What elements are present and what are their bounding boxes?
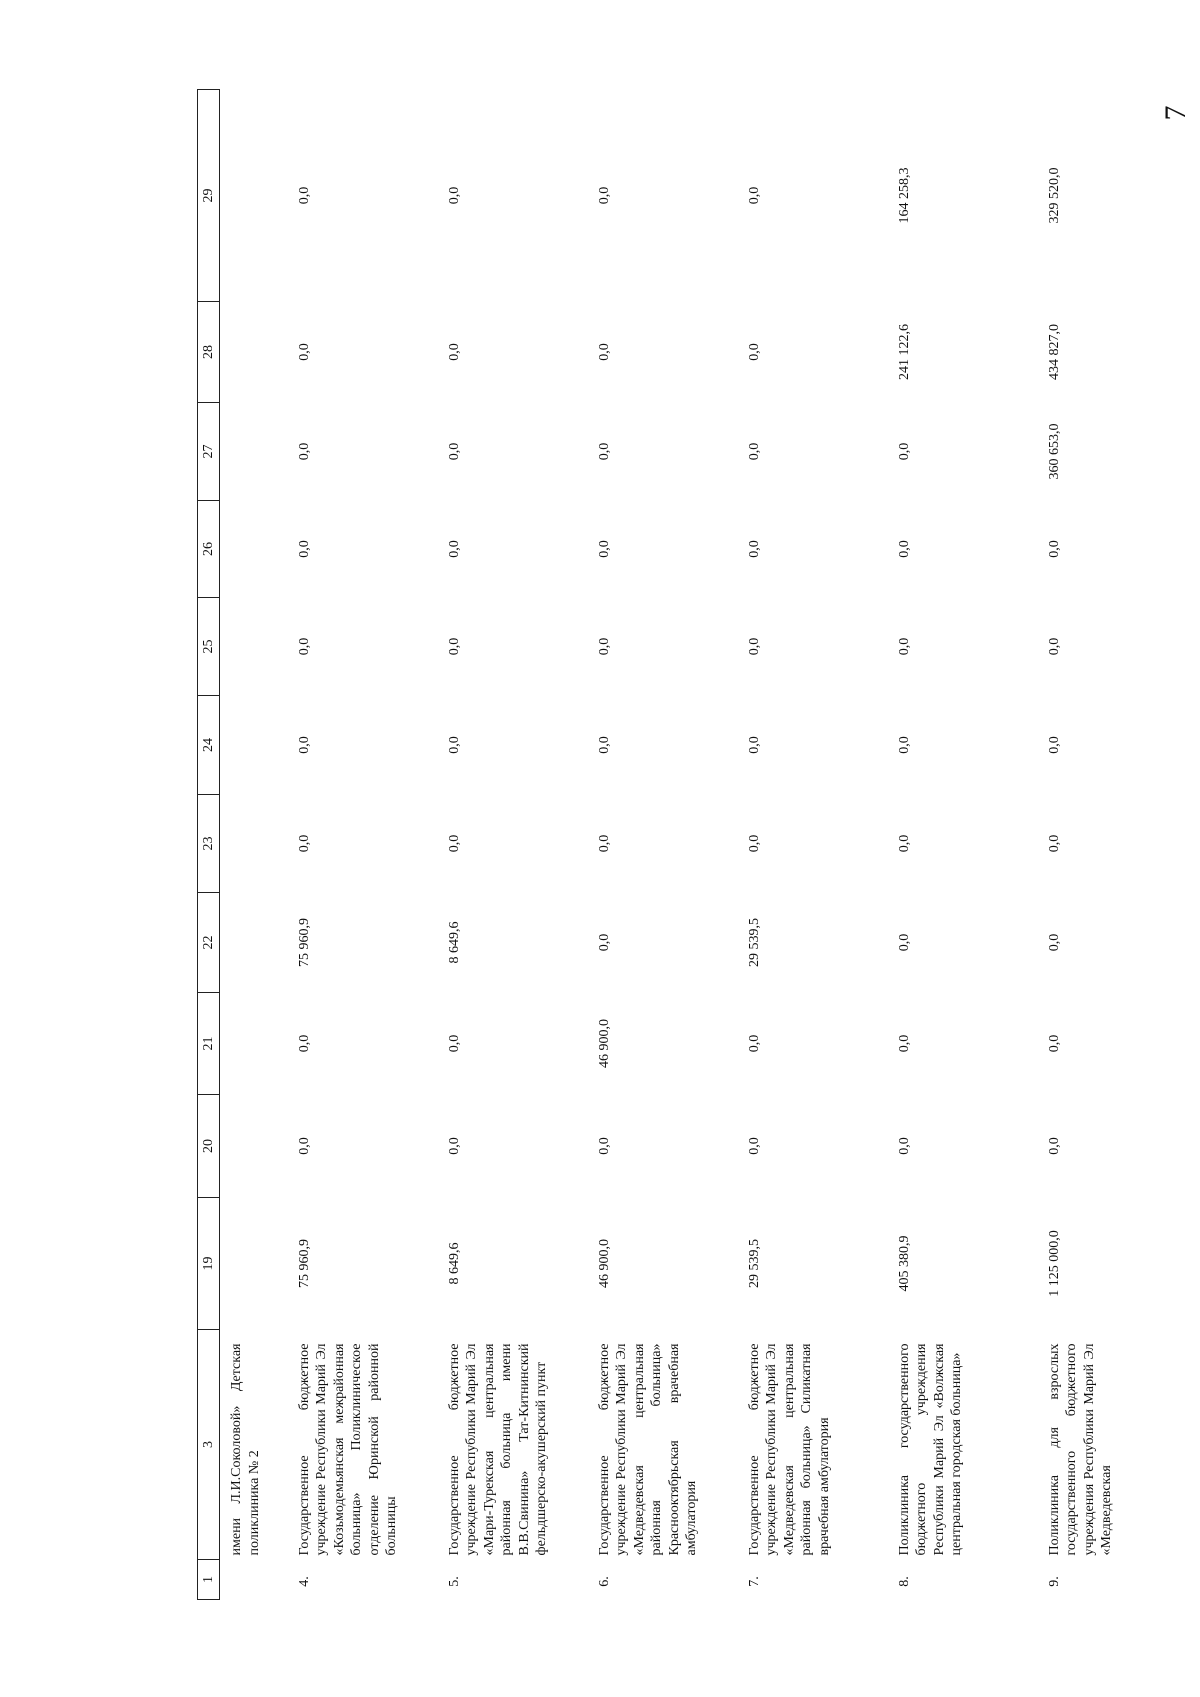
value-cell: 241 122,6 bbox=[896, 324, 912, 380]
row-number: 5. bbox=[446, 1576, 462, 1587]
value-cell: 0,0 bbox=[596, 834, 612, 853]
table-body bbox=[220, 90, 1158, 1600]
institution-name: Государственное бюджетное учреждение Республики Марий Эл «Мари-Турекская центральная районная больница имени В.В.Свинина» Тат-Китнинский фельдшерско-акушерский пункт bbox=[446, 1343, 549, 1556]
table-row bbox=[738, 90, 888, 1600]
value-cell: 0,0 bbox=[896, 442, 912, 461]
institution-name: Государственное бюджетное учреждение Республики Марий Эл «Медведевская центральная районная больница» Силикатная врачебная амбулатория bbox=[746, 1343, 832, 1556]
value-cell: 75 960,9 bbox=[296, 1239, 312, 1288]
value-cell: 329 520,0 bbox=[1046, 167, 1062, 224]
value-cell: 0,0 bbox=[1046, 540, 1062, 558]
rotated-table-container bbox=[197, 90, 1200, 1600]
value-cell: 0,0 bbox=[446, 186, 462, 205]
col-header: 19 bbox=[198, 1198, 220, 1330]
col-header: 28 bbox=[198, 302, 220, 403]
value-cell: 0,0 bbox=[296, 442, 312, 461]
value-cell: 0,0 bbox=[446, 637, 462, 656]
value-cell: 0,0 bbox=[896, 834, 912, 853]
table-row bbox=[220, 90, 288, 1600]
value-cell bbox=[220, 993, 288, 1095]
value-cell: 0,0 bbox=[746, 540, 762, 558]
value-cell: 0,0 bbox=[446, 834, 462, 853]
value-cell bbox=[220, 1095, 288, 1198]
value-cell bbox=[220, 696, 288, 795]
value-cell: 0,0 bbox=[746, 442, 762, 461]
value-cell: 0,0 bbox=[596, 637, 612, 656]
value-cell: 0,0 bbox=[446, 1137, 462, 1155]
value-cell: 0,0 bbox=[1046, 736, 1062, 754]
institution-name: имени Л.И.Соколовой» Детская поликлиника № 2 bbox=[229, 1343, 262, 1556]
institution-name: Государственное бюджетное учреждение Республики Марий Эл «Козьмодемьянская межрайонная больница» Поликлиническое отделение Юринской районной больницы bbox=[296, 1343, 399, 1556]
value-cell bbox=[220, 302, 288, 403]
value-cell: 0,0 bbox=[296, 540, 312, 558]
value-cell: 0,0 bbox=[896, 540, 912, 558]
row-number: 9. bbox=[1046, 1576, 1062, 1587]
col-header: 25 bbox=[198, 598, 220, 696]
value-cell: 75 960,9 bbox=[296, 918, 312, 967]
value-cell bbox=[220, 1198, 288, 1330]
value-cell: 29 539,5 bbox=[746, 918, 762, 967]
value-cell: 0,0 bbox=[896, 1137, 912, 1155]
institution-name: Поликлиника для взрослых государственного бюджетного учреждения Республики Марий Эл «Медведевская bbox=[1046, 1343, 1114, 1556]
col-header: 29 bbox=[198, 90, 220, 302]
value-cell: 0,0 bbox=[446, 540, 462, 558]
institution-name: Поликлиника государственного бюджетного учреждения Республики Марий Эл «Волжская центральная городская больница» bbox=[896, 1343, 964, 1556]
value-cell: 0,0 bbox=[596, 1137, 612, 1155]
value-cell: 0,0 bbox=[596, 933, 612, 952]
value-cell: 0,0 bbox=[746, 1034, 762, 1053]
col-header: 27 bbox=[198, 403, 220, 501]
row-number: 8. bbox=[896, 1576, 912, 1587]
row-number bbox=[220, 1560, 288, 1600]
col-header: 3 bbox=[198, 1330, 220, 1560]
value-cell: 0,0 bbox=[446, 1034, 462, 1053]
col-header: 1 bbox=[198, 1560, 220, 1600]
value-cell: 0,0 bbox=[896, 933, 912, 952]
row-number: 6. bbox=[596, 1576, 612, 1587]
value-cell: 0,0 bbox=[1046, 834, 1062, 853]
value-cell: 8 649,6 bbox=[446, 921, 462, 964]
col-header: 22 bbox=[198, 893, 220, 993]
table-row bbox=[588, 90, 738, 1600]
value-cell: 46 900,0 bbox=[596, 1019, 612, 1068]
value-cell: 0,0 bbox=[746, 736, 762, 754]
col-header: 20 bbox=[198, 1095, 220, 1198]
value-cell: 0,0 bbox=[446, 343, 462, 361]
value-cell: 434 827,0 bbox=[1046, 324, 1062, 380]
value-cell: 0,0 bbox=[296, 1137, 312, 1155]
data-table bbox=[197, 89, 1158, 1600]
table-row bbox=[438, 90, 588, 1600]
value-cell: 0,0 bbox=[746, 343, 762, 361]
value-cell: 0,0 bbox=[1046, 933, 1062, 952]
value-cell: 0,0 bbox=[596, 736, 612, 754]
value-cell: 0,0 bbox=[746, 637, 762, 656]
institution-name: Государственное бюджетное учреждение Республики Марий Эл «Медведевская центральная районная больница» Краснооктябрьская врачебная амбулатория bbox=[596, 1343, 699, 1556]
value-cell: 0,0 bbox=[1046, 1137, 1062, 1155]
value-cell: 0,0 bbox=[446, 736, 462, 754]
value-cell: 0,0 bbox=[296, 637, 312, 656]
value-cell bbox=[220, 403, 288, 501]
value-cell: 0,0 bbox=[746, 1137, 762, 1155]
value-cell: 0,0 bbox=[596, 442, 612, 461]
value-cell bbox=[220, 501, 288, 598]
table-row bbox=[288, 90, 438, 1600]
value-cell: 0,0 bbox=[896, 736, 912, 754]
value-cell bbox=[220, 893, 288, 993]
col-header: 26 bbox=[198, 501, 220, 598]
value-cell: 0,0 bbox=[596, 540, 612, 558]
value-cell bbox=[220, 90, 288, 302]
value-cell: 0,0 bbox=[446, 442, 462, 461]
value-cell: 0,0 bbox=[746, 834, 762, 853]
value-cell: 360 653,0 bbox=[1046, 423, 1062, 480]
value-cell: 0,0 bbox=[596, 343, 612, 361]
col-header: 24 bbox=[198, 696, 220, 795]
value-cell: 0,0 bbox=[296, 1034, 312, 1053]
value-cell: 0,0 bbox=[296, 736, 312, 754]
col-header: 23 bbox=[198, 795, 220, 893]
value-cell: 1 125 000,0 bbox=[1046, 1230, 1062, 1297]
value-cell: 0,0 bbox=[896, 1034, 912, 1053]
value-cell: 8 649,6 bbox=[446, 1242, 462, 1285]
page-number: 7 bbox=[1159, 105, 1192, 121]
value-cell: 0,0 bbox=[596, 186, 612, 205]
row-number: 4. bbox=[296, 1576, 312, 1587]
value-cell: 29 539,5 bbox=[746, 1239, 762, 1288]
value-cell bbox=[220, 598, 288, 696]
value-cell: 405 380,9 bbox=[896, 1235, 912, 1292]
value-cell: 0,0 bbox=[296, 186, 312, 205]
table-row bbox=[1038, 90, 1158, 1600]
value-cell: 0,0 bbox=[746, 186, 762, 205]
value-cell: 0,0 bbox=[1046, 637, 1062, 656]
value-cell: 46 900,0 bbox=[596, 1239, 612, 1288]
col-header: 21 bbox=[198, 993, 220, 1095]
value-cell: 164 258,3 bbox=[896, 167, 912, 224]
row-number: 7. bbox=[746, 1576, 762, 1587]
value-cell: 0,0 bbox=[296, 343, 312, 361]
value-cell: 0,0 bbox=[896, 637, 912, 656]
column-number-row bbox=[198, 90, 220, 1600]
value-cell bbox=[220, 795, 288, 893]
value-cell: 0,0 bbox=[296, 834, 312, 853]
table-row bbox=[888, 90, 1038, 1600]
value-cell: 0,0 bbox=[1046, 1034, 1062, 1053]
